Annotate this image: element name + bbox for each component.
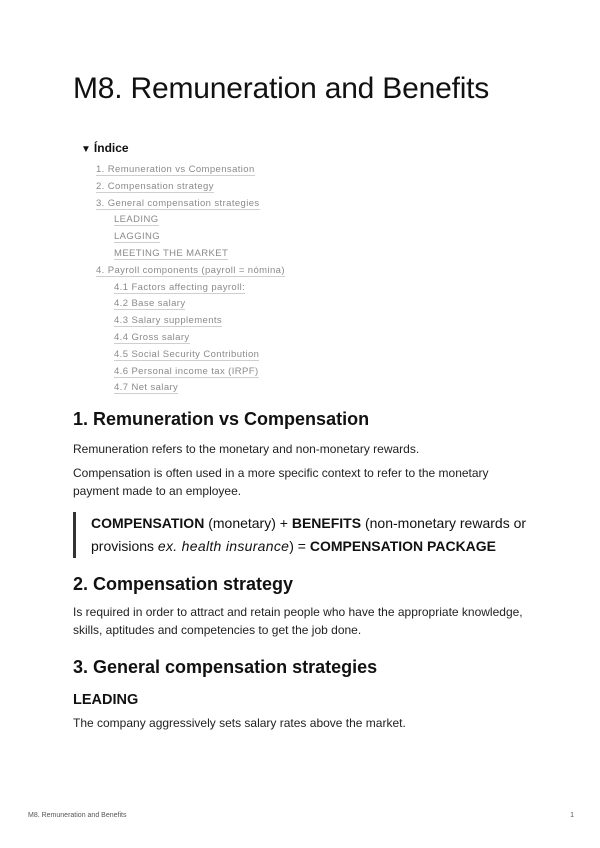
toc-link-label[interactable]: MEETING THE MARKET — [114, 247, 229, 259]
toc-link-label[interactable]: 4.4 Gross salary — [114, 331, 190, 343]
page-title: M8. Remuneration and Benefits — [73, 72, 490, 105]
toc-link-label[interactable]: 4.5 Social Security Contribution — [114, 348, 260, 360]
toc-link[interactable] — [81, 347, 521, 364]
toc-list — [81, 162, 521, 397]
quote-bold-package: COMPENSATION PACKAGE — [309, 538, 497, 554]
toc-link-label[interactable]: 4.3 Salary supplements — [114, 315, 223, 327]
toc-link-label[interactable]: 1. Remuneration vs Compensation — [96, 164, 255, 175]
quote-text: (non-monetary rewards or provisions — [91, 515, 527, 554]
toc-link[interactable] — [81, 263, 521, 280]
triangle-down-icon[interactable]: ▼ — [81, 144, 91, 155]
section-heading-general-strategies: 3. General compensation strategies — [73, 657, 378, 677]
toc-link-label[interactable]: LAGGING — [114, 231, 161, 243]
toc-link[interactable] — [81, 162, 521, 179]
page-number: 1 — [570, 812, 574, 819]
toc-heading: Índice — [93, 141, 129, 155]
footer-doc-title: M8. Remuneration and Benefits — [28, 812, 127, 819]
toc-link-label[interactable]: 2. Compensation strategy — [96, 180, 214, 192]
toc-link[interactable] — [81, 330, 521, 347]
subheading-leading: LEADING — [73, 692, 139, 708]
toc-toggle[interactable] — [81, 140, 521, 158]
toc-link[interactable] — [81, 380, 521, 397]
paragraph: The company aggressively sets salary rates above the market. — [73, 716, 406, 730]
toc-link-label[interactable]: 4.6 Personal income tax (IRPF) — [114, 365, 259, 377]
toc-link[interactable] — [81, 246, 521, 263]
toc-link-label[interactable]: 4.2 Base salary — [114, 298, 186, 310]
toc-link[interactable] — [81, 364, 521, 381]
table-of-contents — [81, 140, 521, 397]
toc-link[interactable] — [81, 280, 521, 297]
toc-link[interactable] — [81, 179, 521, 196]
toc-link-label[interactable]: LEADING — [114, 214, 159, 226]
toc-link[interactable] — [81, 296, 521, 313]
quote-italic-example: ex. health insurance — [157, 538, 290, 554]
toc-link-label[interactable]: 3. General compensation strategies — [96, 197, 260, 209]
toc-link[interactable] — [81, 196, 521, 213]
quote-text: ) = — [289, 538, 310, 554]
toc-link[interactable] — [81, 212, 521, 229]
toc-link[interactable] — [81, 313, 521, 330]
toc-link[interactable] — [81, 229, 521, 246]
quote-bold-compensation: COMPENSATION — [91, 515, 205, 531]
page-footer — [28, 812, 574, 819]
callout-quote — [73, 512, 533, 558]
paragraph: Is required in order to attract and retain people who have the appropriate knowledge, skills, aptitudes and competencies to get the job done. — [73, 605, 523, 637]
paragraph: Remuneration refers to the monetary and non-monetary rewards. — [73, 442, 420, 456]
toc-link-label[interactable]: 4.1 Factors affecting payroll: — [114, 281, 246, 293]
quote-text: (monetary) + — [204, 515, 292, 531]
toc-link-label[interactable]: 4. Payroll components (payroll = nómina) — [96, 264, 285, 276]
document-content — [73, 409, 533, 732]
toc-link-label[interactable]: 4.7 Net salary — [114, 382, 179, 394]
quote-bold-benefits: BENEFITS — [291, 515, 362, 531]
section-heading-compensation-strategy: 2. Compensation strategy — [73, 574, 294, 594]
paragraph: Compensation is often used in a more specific context to refer to the monetary payment made to an employee. — [73, 466, 489, 498]
section-heading-remuneration: 1. Remuneration vs Compensation — [73, 409, 370, 429]
